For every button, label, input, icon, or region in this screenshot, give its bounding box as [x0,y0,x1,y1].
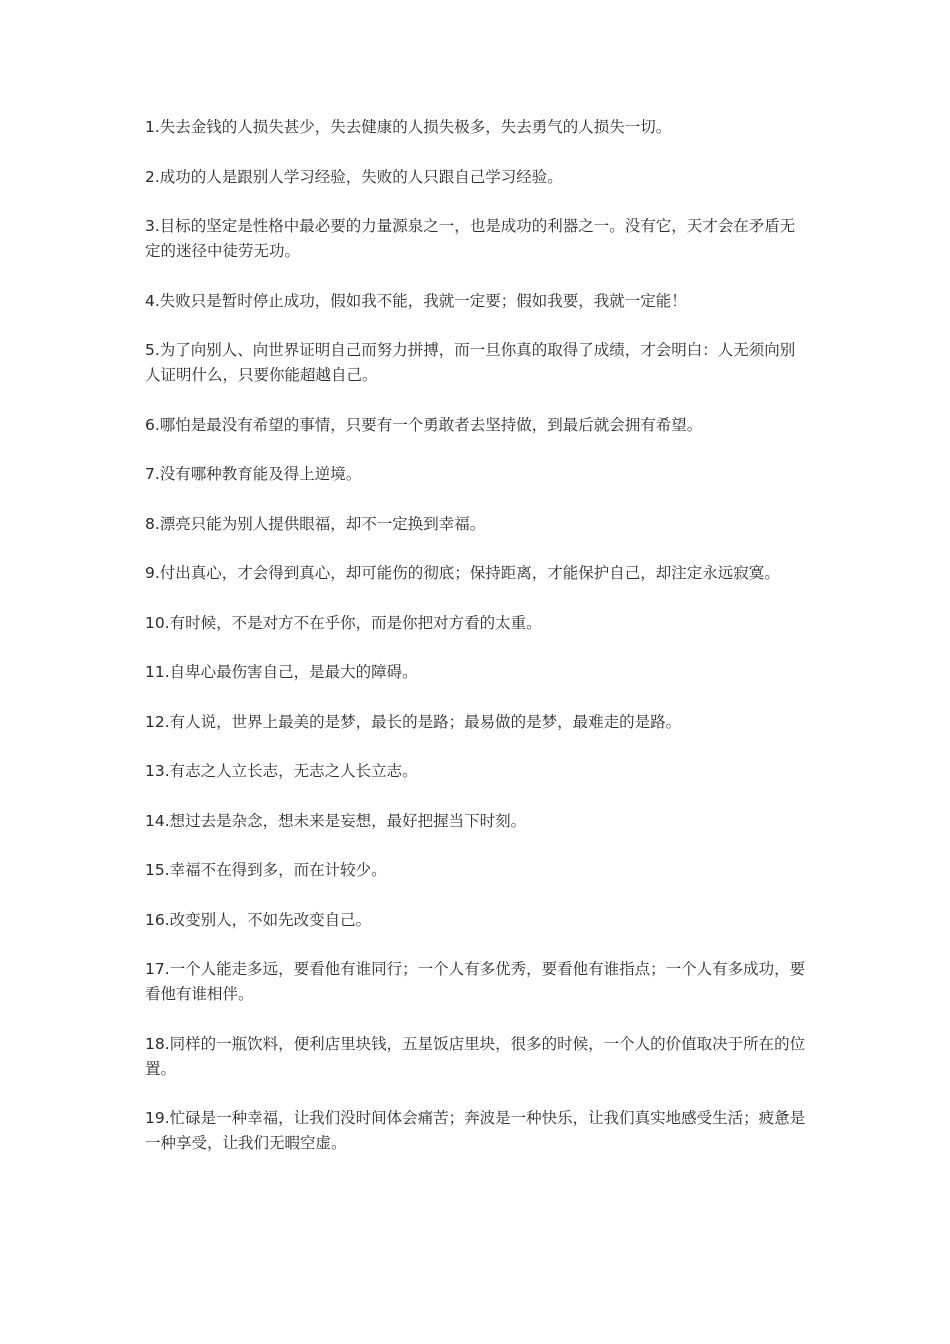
quote-15: 15.幸福不在得到多，而在计较少。 [145,861,387,879]
quote-14: 14.想过去是杂念，想未来是妄想，最好把握当下时刻。 [145,811,527,830]
quote-2: 2.成功的人是跟别人学习经验，失败的人只跟自己学习经验。 [145,167,563,186]
quote-11: 11.自卑心最伤害自己，是最大的障碍。 [145,663,418,681]
quote-3: 3.目标的坚定是性格中最必要的力量源泉之一，也是成功的利器之一。没有它，天才会在矛盾无定的迷径中徒劳无功。 [145,217,796,260]
quote-13: 13.有志之人立长志，无志之人长立志。 [145,762,418,780]
quote-8: 8.漂亮只能为别人提供眼福，却不一定换到幸福。 [145,514,486,533]
quote-5: 5.为了向别人、向世界证明自己而努力拼搏，而一旦你真的取得了成绩，才会明白：人无须向别人证明什么，只要你能超越自己。 [145,341,796,384]
quote-6: 6.哪怕是最没有希望的事情，只要有一个勇敢者去坚持做，到最后就会拥有希望。 [145,415,703,434]
quote-12: 12.有人说，世界上最美的是梦，最长的是路；最易做的是梦，最难走的是路。 [145,712,682,731]
quote-17: 17.一个人能走多远，要看他有谁同行；一个人有多优秀，要看他有谁指点；一个人有多成功，要看他有谁相伴。 [145,960,806,1003]
quote-4: 4.失败只是暂时停止成功，假如我不能，我就一定要；假如我要，我就一定能！ [145,291,687,310]
quote-list [145,115,810,1181]
quote-9: 9.付出真心，才会得到真心，却可能伤的彻底；保持距离，才能保护自己，却注定永远寂寞。 [145,564,780,582]
quote-16: 16.改变别人，不如先改变自己。 [145,910,372,929]
quote-1: 1.失去金钱的人损失甚少，失去健康的人损失极多，失去勇气的人损失一切。 [145,118,672,136]
quote-19: 19.忙碌是一种幸福，让我们没时间体会痛苦；奔波是一种快乐，让我们真实地感受生活；疲惫是一种享受，让我们无暇空虚。 [145,1109,806,1152]
quote-7: 7.没有哪种教育能及得上逆境。 [145,465,362,483]
quote-10: 10.有时候，不是对方不在乎你，而是你把对方看的太重。 [145,613,542,632]
quote-18: 18.同样的一瓶饮料，便利店里块钱，五星饭店里块，很多的时候，一个人的价值取决于所在的位置。 [145,1034,806,1078]
